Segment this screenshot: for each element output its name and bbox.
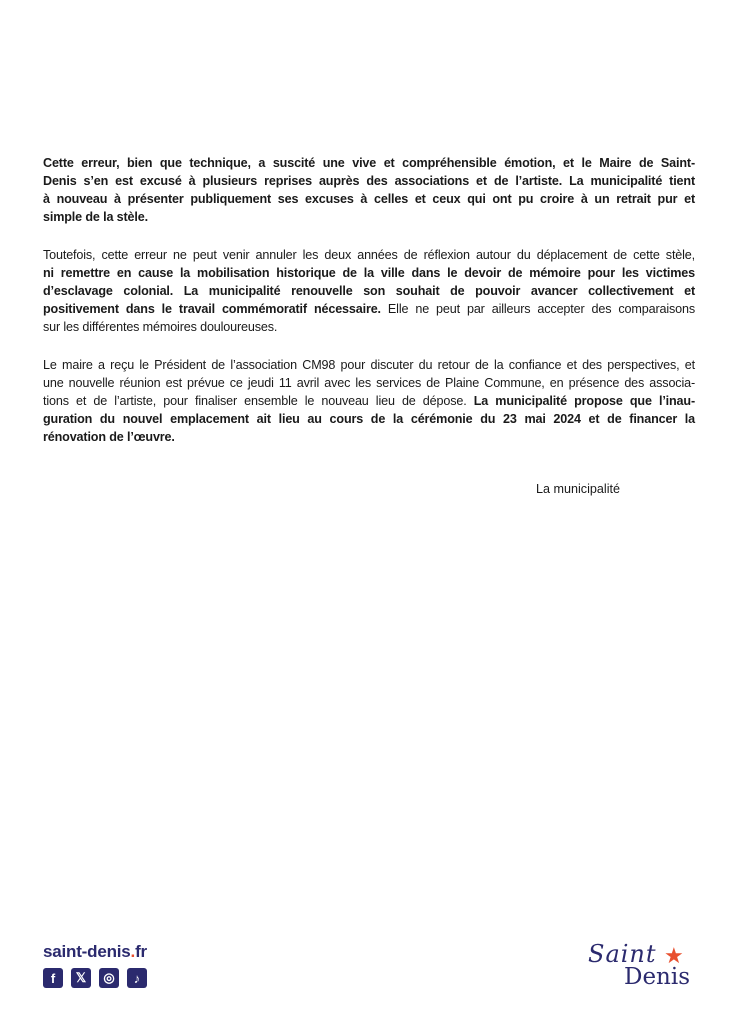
footer-contact (43, 942, 147, 988)
letter-body (43, 154, 695, 466)
text-line (43, 374, 695, 392)
text: tions et de l’artiste, pour finaliser ensemble le nouveau lieu de dépose. (43, 394, 474, 408)
tiktok-icon[interactable]: ♪ (127, 968, 147, 988)
text-line (43, 392, 695, 410)
text-line (43, 428, 695, 446)
text: Le maire a reçu le Président de l’association CM98 pour discuter du retour de la confiance et des perspectives, et (43, 358, 695, 372)
text-line (43, 208, 695, 226)
text-line (43, 190, 695, 208)
signature: La municipalité (536, 482, 621, 496)
site-dot: . (130, 942, 136, 961)
text-line (43, 318, 695, 336)
text-line (43, 172, 695, 190)
text-line (43, 300, 695, 318)
facebook-icon[interactable]: f (43, 968, 63, 988)
social-links (43, 968, 147, 988)
bold-text: Denis s’en est excusé à plusieurs reprises auprès des associations et de l’artiste. La municipalité tient (43, 174, 695, 188)
logo-saint: Saint (588, 940, 657, 968)
bold-text: ni remettre en cause la mobilisation historique de la ville dans le devoir de mémoire pour les victimes (43, 266, 695, 280)
bold-text: simple de la stèle. (43, 210, 148, 224)
bold-text: positivement dans le travail commémoratif nécessaire. (43, 302, 381, 316)
bold-text: à nouveau à présenter publiquement ses excuses à celles et ceux qui ont pu croire à un retrait pur et (43, 192, 695, 206)
paragraph-apology (43, 154, 695, 226)
website-link[interactable] (43, 942, 147, 962)
site-tld: fr (135, 942, 147, 961)
paragraph-meeting (43, 356, 695, 446)
star-icon: ★ (664, 944, 684, 969)
text-line (43, 154, 695, 172)
instagram-icon[interactable]: ◎ (99, 968, 119, 988)
text: Elle ne peut par ailleurs accepter des comparaisons (380, 302, 695, 316)
x-icon[interactable]: 𝕏 (71, 968, 91, 988)
logo-denis: Denis (624, 964, 691, 990)
bold-text: d’esclavage colonial. La municipalité renouvelle son souhait de pouvoir avancer collectivement et (43, 284, 695, 298)
text-line (43, 410, 695, 428)
bold-text: La municipalité propose que l’inau- (473, 394, 695, 408)
site-name: saint-denis (43, 942, 131, 961)
text-line (43, 282, 695, 300)
text: Toutefois, cette erreur ne peut venir annuler les deux années de réflexion autour du déplacement de cette stèle, (43, 248, 695, 262)
bold-text: rénovation de l’œuvre. (43, 430, 175, 444)
text-line (43, 356, 695, 374)
paragraph-memory (43, 246, 695, 336)
bold-text: Cette erreur, bien que technique, a suscité une vive et compréhensible émotion, et le Maire de Saint- (43, 156, 695, 170)
text-line (43, 246, 695, 264)
text: une nouvelle réunion est prévue ce jeudi 11 avril avec les services de Plaine Commune, en présence des associa- (43, 376, 695, 390)
text-line (43, 264, 695, 282)
bold-text: guration du nouvel emplacement ait lieu au cours de la cérémonie du 23 mai 2024 et de financer la (43, 412, 695, 426)
saint-denis-logo (588, 942, 690, 988)
text: sur les différentes mémoires douloureuses. (43, 320, 278, 334)
